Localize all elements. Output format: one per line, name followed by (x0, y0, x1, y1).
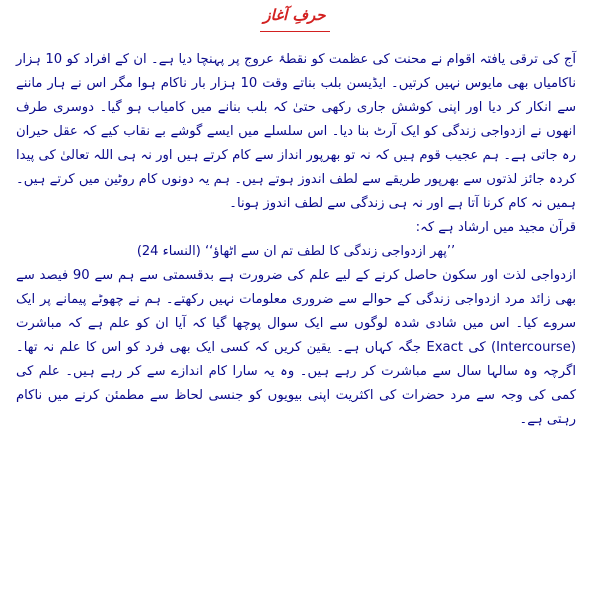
document-title: حرفِ آغاز (263, 6, 326, 24)
title-underline (260, 31, 330, 32)
paragraph-knowledge: ازدواجی لذت اور سکون حاصل کرنے کے لیے علم کی ضرورت ہے بدقسمتی سے ہم سے 90 فیصد سے بھی زائد مرد ازدواجی زندگی کے حوالے سے ضروری معلومات نہیں رکھتے۔ ہم نے چھوٹے پیمانے پر ایک سروے کیا۔ اس میں شادی شدہ لوگوں سے ایک سوال پوچھا گیا کہ آیا ان کو علم ہے کہ مباشرت (Intercourse) کی Exact جگہ کہاں ہے۔ یقین کریں کہ کسی ایک بھی فرد کو اس کا علم نہ تھا۔ اگرچہ وہ سالہا سال سے مباشرت کر رہے ہیں۔ وہ یہ سارا کام اندازے سے کر رہے ہیں۔ علم کی کمی کی وجہ سے مرد حضرات کی اکثریت اپنی بیویوں کو جنسی لحاظ سے مطمئن کرنے میں ناکام رہتی ہے۔ (16, 268, 576, 427)
paragraph-intro: آج کی ترقی یافتہ اقوام نے محنت کی عظمت کو نقطۂ عروج پر پہنچا دیا ہے۔ ان کے افراد کو 10 ہزار ناکامیاں بھی مایوس نہیں کرتیں۔ ایڈیسن بلب بناتے وقت 10 ہزار بار ناکام ہوا مگر اس نے ہار ماننے سے انکار کر دیا اور اپنی کوشش جاری رکھی حتیٰ کہ بلب بنانے میں کامیاب ہو گیا۔ دوسری طرف انھوں نے ازدواجی زندگی کو ایک آرٹ بنا دیا۔ اس سلسلے میں ایسے گوشے بے نقاب کیے کہ عقل حیران رہ جاتی ہے۔ ہم عجیب قوم ہیں کہ نہ تو بھرپور انداز سے کام کرتے ہیں اور نہ ہی اللہ تعالیٰ کی پیدا کردہ جائز لذتوں سے بھرپور طریقے سے لطف اندوز ہوتے ہیں۔ ہم یہ دونوں کام روٹین میں کرتے ہیں۔ ہمیں نہ کام کرنا آتا ہے اور نہ ہی زندگی سے لطف اندوز ہونا۔ (16, 52, 577, 211)
paragraph-quran-intro: قرآن مجید میں ارشاد ہے کہ: (415, 220, 576, 235)
quran-quote: ’’پھر ازدواجی زندگی کا لطف تم ان سے اٹھاؤ‘‘ (النساء 24) (136, 244, 456, 259)
document-body (16, 48, 576, 432)
